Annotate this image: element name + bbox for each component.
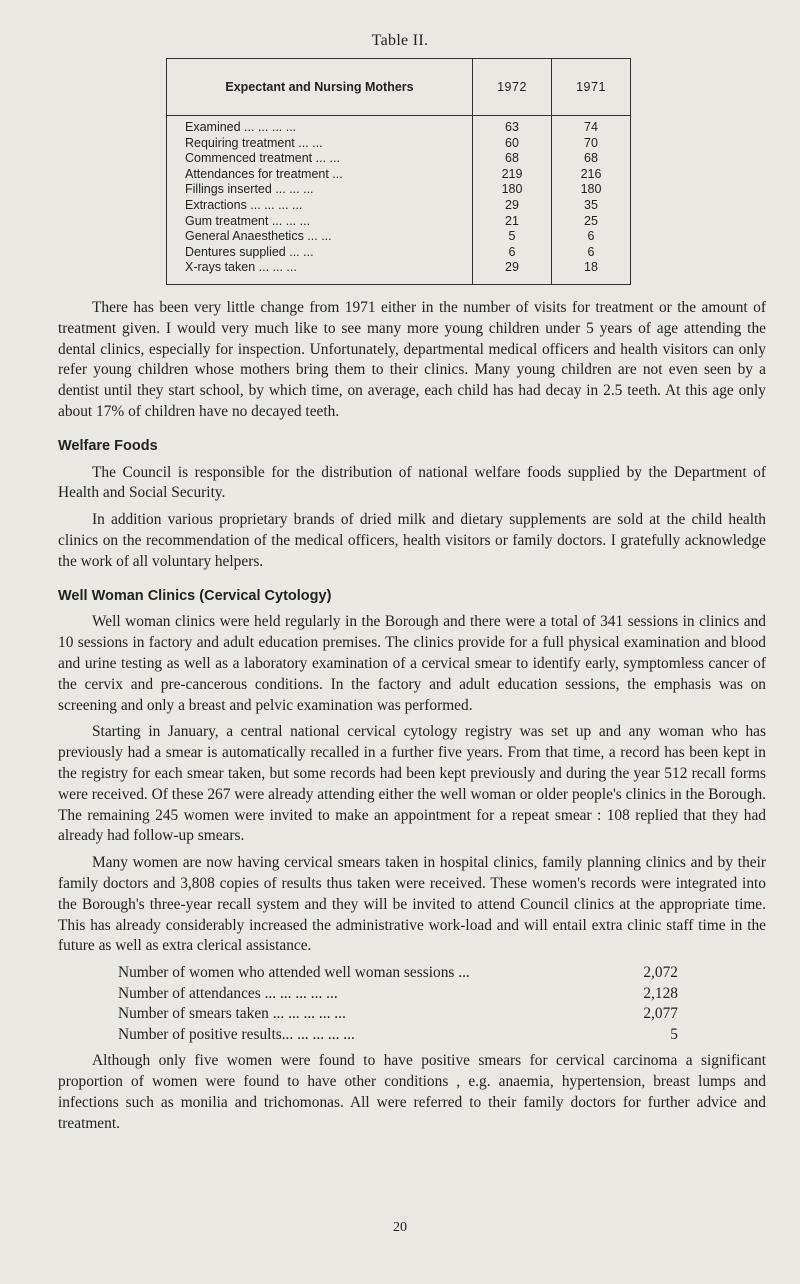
row-label: X-rays taken ... ... ... [167,260,473,284]
stat-value: 5 [670,1025,678,1043]
stat-row [118,1025,678,1046]
row-label: Examined ... ... ... ... [167,116,473,136]
row-value-1971: 70 [584,135,598,150]
body-text [58,298,766,1135]
row-value-1971: 6 [587,229,595,244]
row-value-1972: 6 [473,245,552,261]
paragraph-welfare-supplements: In addition various proprietary brands of dried milk and dietary supplements are sold at the child health clinics on the recommendation of the medical officers, health visitors or family doctors. I gratefully acknowledge the work of all voluntary helpers. [58,511,766,570]
table-row [167,198,631,214]
stat-row [118,1004,678,1025]
stat-label: Number of attendances ... ... ... ... ... [118,984,338,1002]
table-row [167,214,631,230]
stat-value: 2,072 [643,964,678,982]
paragraph-well-woman-sessions: Well woman clinics were held regularly in the Borough and there were a total of 341 sessions in clinics and 10 sessions in factory and adult education premises. The clinics provide for a full physical examination and blood and urine testing as well as a laboratory examination of a cervical smear to identify early, symptomless cancer of the cervix and pre-cancerous conditions. In the factory and adult education sessions, the emphasis was on screening and only a breast and pelvic examination was performed. [58,613,766,714]
table-row [167,245,631,261]
row-value-1971: 18 [584,260,598,275]
dental-treatment-table [166,58,631,285]
row-value-1972: 5 [473,229,552,245]
table-header-label: Expectant and Nursing Mothers [167,59,473,116]
table-row [167,167,631,183]
table-header-1972: 1972 [473,59,552,116]
row-label: Gum treatment ... ... ... [167,214,473,230]
paragraph-welfare-council: The Council is responsible for the distribution of national welfare foods supplied by the Department of Health and Social Security. [58,463,766,502]
row-value-1971: 6 [587,244,595,259]
table-row [167,182,631,198]
row-value-1972: 29 [473,198,552,214]
row-value-1971: 180 [580,182,602,197]
row-value-1971: 25 [584,213,598,228]
page-number: 20 [393,1220,407,1235]
row-label: Attendances for treatment ... [167,167,473,183]
stat-value: 2,128 [643,984,678,1002]
row-value-1972: 63 [473,116,552,136]
heading-well-woman-clinics: Well Woman Clinics (Cervical Cytology) [58,587,332,604]
stat-label: Number of smears taken ... ... ... ... ... [118,1005,346,1023]
row-label: Extractions ... ... ... ... [167,198,473,214]
row-label: Requiring treatment ... ... [167,136,473,152]
paragraph-dental-summary: There has been very little change from 1971 either in the number of visits for treatment or the amount of treatment given. I would very much like to see many more young children under 5 years of age attending the dental clinics, especially for inspection. Unfortunately, departmental medical officers and health visitors can only refer young children whose mothers bring them to their clinics. Many young children are not even seen by a dentist until they start school, by which time, on average, each child has had decay in 2.5 teeth. At this age only about 17% of children have no decayed teeth. [58,299,766,420]
paragraph-hospital-smears: Many women are now having cervical smears taken in hospital clinics, family planning clinics and by their family doctors and 3,808 copies of results thus taken were received. These women's records were integrated into the Borough's three-year recall system and they will be invited to attend Council clinics at the appropriate time. This has already considerably increased the administrative work-load and will entail extra clinic staff time in the future as well as extra clerical assistance. [58,854,766,955]
row-value-1972: 60 [473,136,552,152]
row-label: General Anaesthetics ... ... [167,229,473,245]
table-row [167,229,631,245]
row-value-1971: 68 [584,151,598,166]
stat-label: Number of women who attended well woman sessions ... [118,964,470,982]
row-value-1971: 74 [584,120,598,134]
row-value-1972: 219 [473,167,552,183]
stat-label: Number of positive results... ... ... ... ... [118,1025,355,1043]
row-label: Commenced treatment ... ... [167,151,473,167]
table-row [167,116,631,136]
stat-row [118,963,678,984]
row-value-1972: 180 [473,182,552,198]
paragraph-positive-smears: Although only five women were found to have positive smears for cervical carcinoma a significant proportion of women were found to have other conditions , e.g. anaemia, hypertension, breast lumps and infections such as monilia and trichomonas. All were referred to their family doctors for further advice and treatment. [58,1052,766,1132]
table-header-row [167,59,631,116]
table-row [167,260,631,284]
row-value-1971: 216 [580,166,602,181]
row-label: Dentures supplied ... ... [167,245,473,261]
table-row [167,136,631,152]
table-row [167,151,631,167]
row-label: Fillings inserted ... ... ... [167,182,473,198]
heading-welfare-foods: Welfare Foods [58,437,158,454]
well-woman-statistics [58,963,766,1045]
row-value-1972: 29 [473,260,552,284]
table-title: Table II. [371,32,429,49]
stat-value: 2,077 [643,1005,678,1023]
paragraph-cytology-registry: Starting in January, a central national cervical cytology registry was set up and any woman who has previously had a smear is automatically recalled in a further five years. From that time, a record has been kept in the registry for each smear taken, but some records had been kept previously and during the year 512 recall forms were received. Of these 267 were already attending either the well woman or older people's clinics in the Borough. The remaining 245 women were invited to make an appointment for a repeat smear : 108 replied that they had already had follow-up smears. [58,723,766,845]
row-value-1972: 68 [473,151,552,167]
table-header-1971: 1971 [552,59,631,116]
stat-row [118,984,678,1005]
row-value-1971: 35 [584,197,598,212]
row-value-1972: 21 [473,214,552,230]
